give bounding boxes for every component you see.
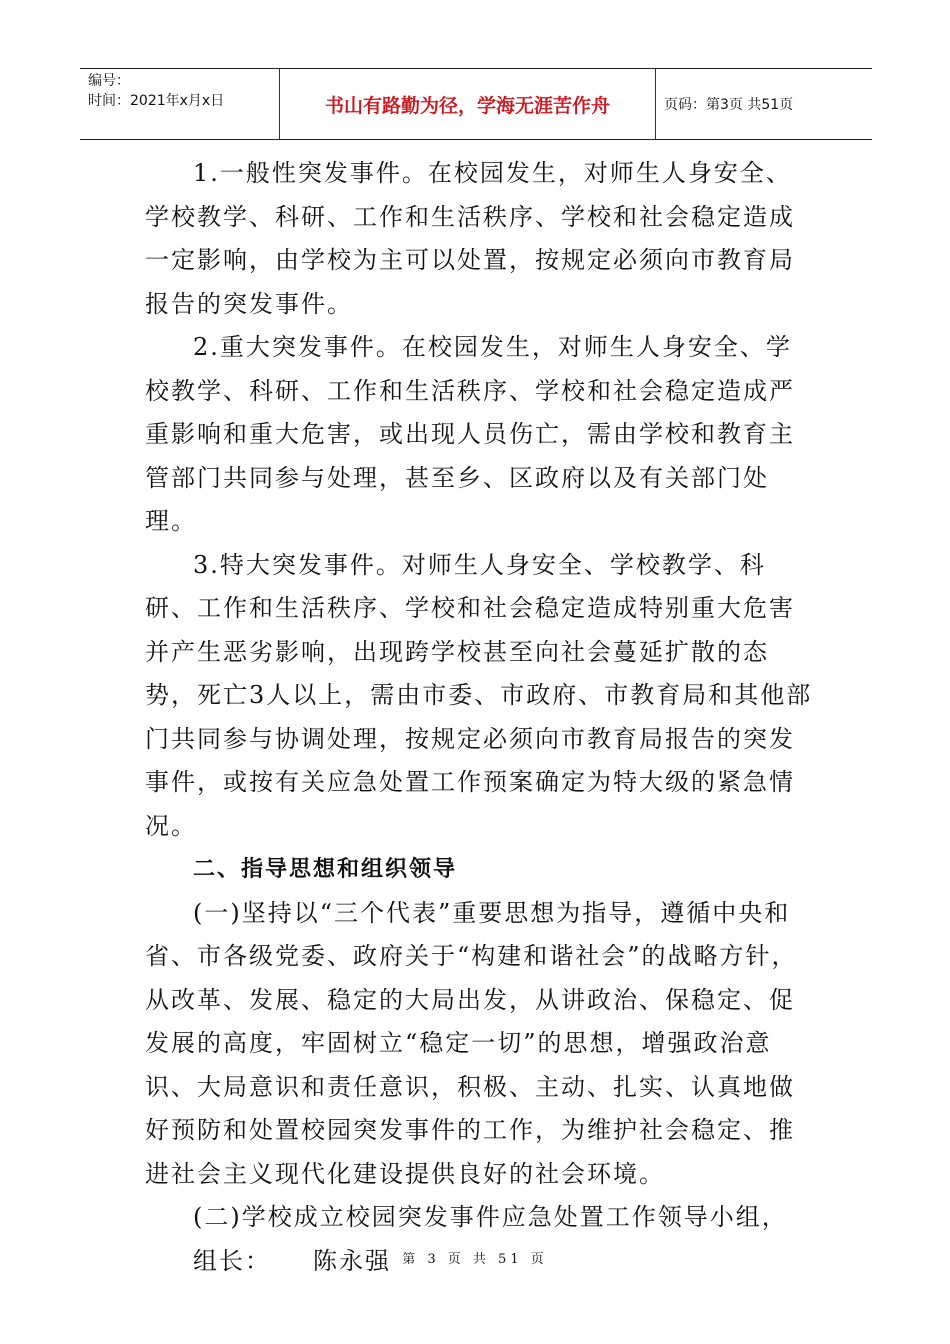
document-body bbox=[145, 152, 813, 1283]
page-footer: 第 3 页 共 51 页 bbox=[402, 1252, 548, 1267]
paragraph-extreme-incident: 3.特大突发事件。对师生人身安全、学校教学、科研、工作和生活秩序、学校和社会稳定造成特别重大危害并产生恶劣影响，出现跨学校甚至向社会蔓延扩散的态势，死亡3人以上，需由市委、市政府、市教育局和其他部门共同参与协调处理，按规定必须向市教育局报告的突发事件，或按有关应急处置工作预案确定为特大级的紧急情况。 bbox=[145, 550, 813, 840]
group-leader-label: 组长： bbox=[193, 1246, 271, 1275]
document-number: 编号： bbox=[88, 73, 130, 89]
header-meta bbox=[80, 69, 280, 139]
paragraph-general-incident: 1.一般性突发事件。在校园发生，对师生人身安全、学校教学、科研、工作和生活秩序、学校和社会稳定造成一定影响，由学校为主可以处置，按规定必须向市教育局报告的突发事件。 bbox=[145, 159, 795, 318]
header-page-info: 页码：第3页 共51页 bbox=[664, 97, 794, 113]
page-header bbox=[80, 68, 872, 140]
paragraph-major-incident: 2.重大突发事件。在校园发生，对师生人身安全、学校教学、科研、工作和生活秩序、学校和社会稳定造成严重影响和重大危害，或出现人员伤亡，需由学校和教育主管部门共同参与处理，甚至乡、区政府以及有关部门处理。 bbox=[145, 333, 795, 535]
group-leader-name: 陈永强 bbox=[313, 1246, 391, 1275]
paragraph-leading-group: (二)学校成立校园突发事件应急处置工作领导小组， bbox=[193, 1203, 788, 1231]
document-time: 时间：2021年x月x日 bbox=[88, 93, 225, 109]
header-motto: 书山有路勤为径，学海无涯苦作舟 bbox=[280, 69, 656, 139]
section-heading: 二、指导思想和组织领导 bbox=[193, 857, 458, 882]
paragraph-guiding-ideology: (一)坚持以“三个代表”重要思想为指导，遵循中央和省、市各级党委、政府关于“构建和谐社会”的战略方针，从改革、发展、稳定的大局出发，从讲政治、保稳定、促发展的高度，牢固树立“稳定一切”的思想，增强政治意识、大局意识和责任意识，积极、主动、扎实、认真地做好预防和处置校园突发事件的工作，为维护社会稳定、推进社会主义现代化建设提供良好的社会环境。 bbox=[145, 898, 798, 1188]
